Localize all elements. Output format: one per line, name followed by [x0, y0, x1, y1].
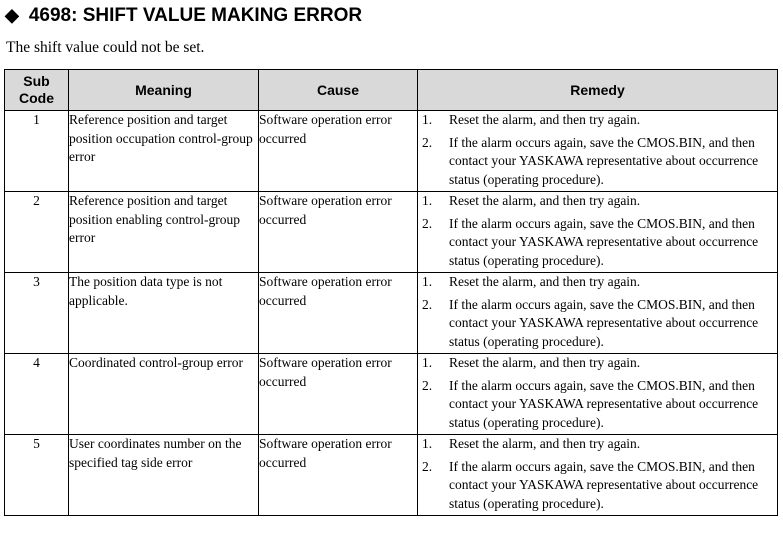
remedy-step-number: 1.: [422, 274, 433, 289]
meaning-cell: Reference position and target position enabling control-group error: [69, 192, 259, 273]
remedy-step-number: 1.: [422, 436, 433, 451]
remedy-step-text: Reset the alarm, and then try again.: [449, 436, 641, 451]
remedy-step: [418, 377, 777, 433]
table-row: [5, 273, 778, 354]
header-sub-code: Sub Code: [5, 70, 69, 111]
remedy-step-text: If the alarm occurs again, save the CMOS.BIN, and then contact your YASKAWA representative about occurrence status (operating procedure).: [449, 134, 759, 187]
remedy-step-number: 1.: [422, 355, 433, 370]
remedy-step: [418, 215, 777, 271]
cause-cell: Software operation error occurred: [259, 111, 418, 192]
table-header-row: [5, 70, 778, 111]
remedy-cell: [418, 111, 778, 192]
cause-cell: Software operation error occurred: [259, 273, 418, 354]
remedy-step-number: 2.: [422, 215, 433, 231]
cause-cell: Software operation error occurred: [259, 354, 418, 435]
meaning-cell: Coordinated control-group error: [69, 354, 259, 435]
sub-code-cell: 4: [5, 354, 69, 435]
sub-code-cell: 5: [5, 435, 69, 516]
remedy-cell: [418, 273, 778, 354]
remedy-step-number: 2.: [422, 377, 433, 393]
remedy-step: [418, 192, 777, 211]
header-remedy: Remedy: [418, 70, 778, 111]
alarm-title-text: 4698: SHIFT VALUE MAKING ERROR: [28, 5, 363, 26]
remedy-step: [418, 134, 777, 190]
sub-code-cell: 1: [5, 111, 69, 192]
remedy-step-text: Reset the alarm, and then try again.: [449, 274, 641, 289]
remedy-step: [418, 273, 777, 292]
remedy-step-text: Reset the alarm, and then try again.: [449, 193, 641, 208]
remedy-step: [418, 111, 777, 130]
header-meaning: Meaning: [69, 70, 259, 111]
table-row: [5, 192, 778, 273]
alarm-description: The shift value could not be set.: [6, 39, 205, 56]
remedy-cell: [418, 435, 778, 516]
header-cause: Cause: [259, 70, 418, 111]
meaning-cell: The position data type is not applicable.: [69, 273, 259, 354]
remedy-step-number: 2.: [422, 458, 433, 474]
remedy-step-text: Reset the alarm, and then try again.: [449, 355, 641, 370]
cause-cell: Software operation error occurred: [259, 192, 418, 273]
alarm-title: [5, 3, 362, 28]
meaning-cell: Reference position and target position occupation control-group error: [69, 111, 259, 192]
remedy-step-text: If the alarm occurs again, save the CMOS.BIN, and then contact your YASKAWA representative about occurrence status (operating procedure).: [449, 458, 759, 511]
remedy-step: [418, 435, 777, 454]
alarm-table: [4, 69, 778, 516]
cause-cell: Software operation error occurred: [259, 435, 418, 516]
sub-code-cell: 2: [5, 192, 69, 273]
table-row: [5, 111, 778, 192]
remedy-step-text: If the alarm occurs again, save the CMOS.BIN, and then contact your YASKAWA representative about occurrence status (operating procedure).: [449, 215, 759, 268]
remedy-cell: [418, 192, 778, 273]
remedy-step: [418, 458, 777, 514]
table-row: [5, 354, 778, 435]
meaning-cell: User coordinates number on the specified tag side error: [69, 435, 259, 516]
sub-code-cell: 3: [5, 273, 69, 354]
remedy-step-number: 2.: [422, 296, 433, 312]
remedy-step: [418, 296, 777, 352]
remedy-step: [418, 354, 777, 373]
diamond-bullet-icon: ◆: [5, 5, 19, 25]
remedy-cell: [418, 354, 778, 435]
remedy-step-number: 2.: [422, 134, 433, 150]
remedy-step-number: 1.: [422, 193, 433, 208]
remedy-step-text: If the alarm occurs again, save the CMOS.BIN, and then contact your YASKAWA representative about occurrence status (operating procedure).: [449, 296, 759, 349]
table-row: [5, 435, 778, 516]
remedy-step-text: Reset the alarm, and then try again.: [449, 112, 641, 127]
remedy-step-number: 1.: [422, 112, 433, 127]
remedy-step-text: If the alarm occurs again, save the CMOS.BIN, and then contact your YASKAWA representative about occurrence status (operating procedure).: [449, 377, 759, 430]
